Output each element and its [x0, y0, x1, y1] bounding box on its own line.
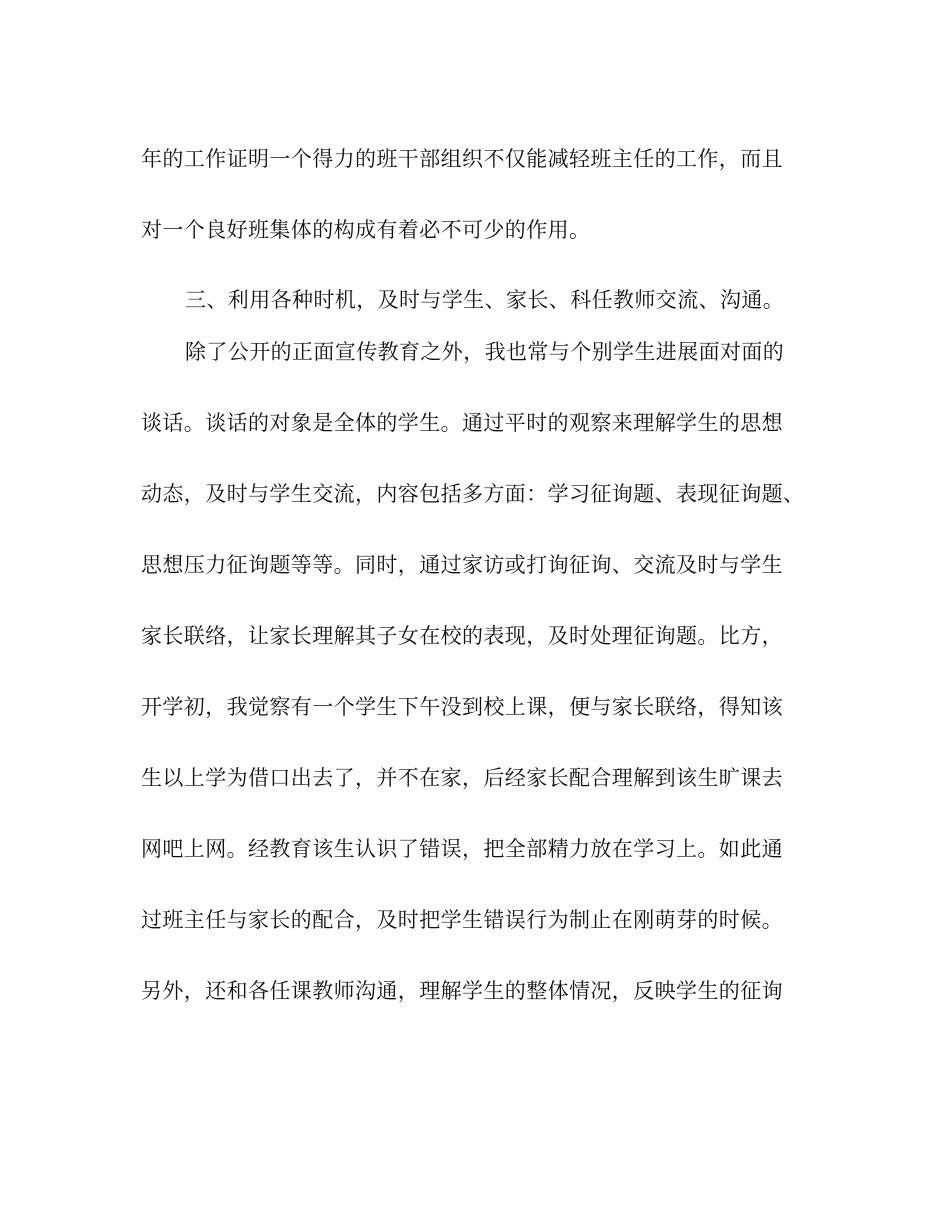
paragraph-first-line: 除了公开的正面宣传教育之外，我也常与个别学生进展面对面的: [185, 340, 785, 364]
body-text-line: 谈话。谈话的对象是全体的学生。通过平时的观察来理解学生的思想: [141, 411, 783, 435]
body-text-line: 网吧上网。经教育该生认识了错误，把全部精力放在学习上。如此通: [141, 837, 783, 861]
body-text-line: 家长联络，让家长理解其子女在校的表现，及时处理征询题。比方，: [141, 624, 783, 648]
body-text-line: 对一个良好班集体的构成有着必不可少的作用。: [141, 218, 591, 242]
body-text-line: 过班主任与家长的配合，及时把学生错误行为制止在刚萌芽的时候。: [141, 908, 783, 932]
body-text-line: 动态，及时与学生交流，内容包括多方面：学习征询题、表现征询题、: [141, 482, 805, 506]
body-text-line: 年的工作证明一个得力的班干部组织不仅能减轻班主任的工作，而且: [141, 147, 783, 171]
body-text-line: 开学初，我觉察有一个学生下午没到校上课，便与家长联络，得知该: [141, 695, 783, 719]
body-text-line: 生以上学为借口出去了，并不在家，后经家长配合理解到该生旷课去: [141, 766, 783, 790]
section-heading: 三、利用各种时机，及时与学生、家长、科任教师交流、沟通。: [185, 288, 785, 312]
body-text-line: 思想压力征询题等等。同时，通过家访或打询征询、交流及时与学生: [141, 553, 783, 577]
body-text-line: 另外，还和各任课教师沟通，理解学生的整体情况，反映学生的征询: [141, 979, 783, 1003]
